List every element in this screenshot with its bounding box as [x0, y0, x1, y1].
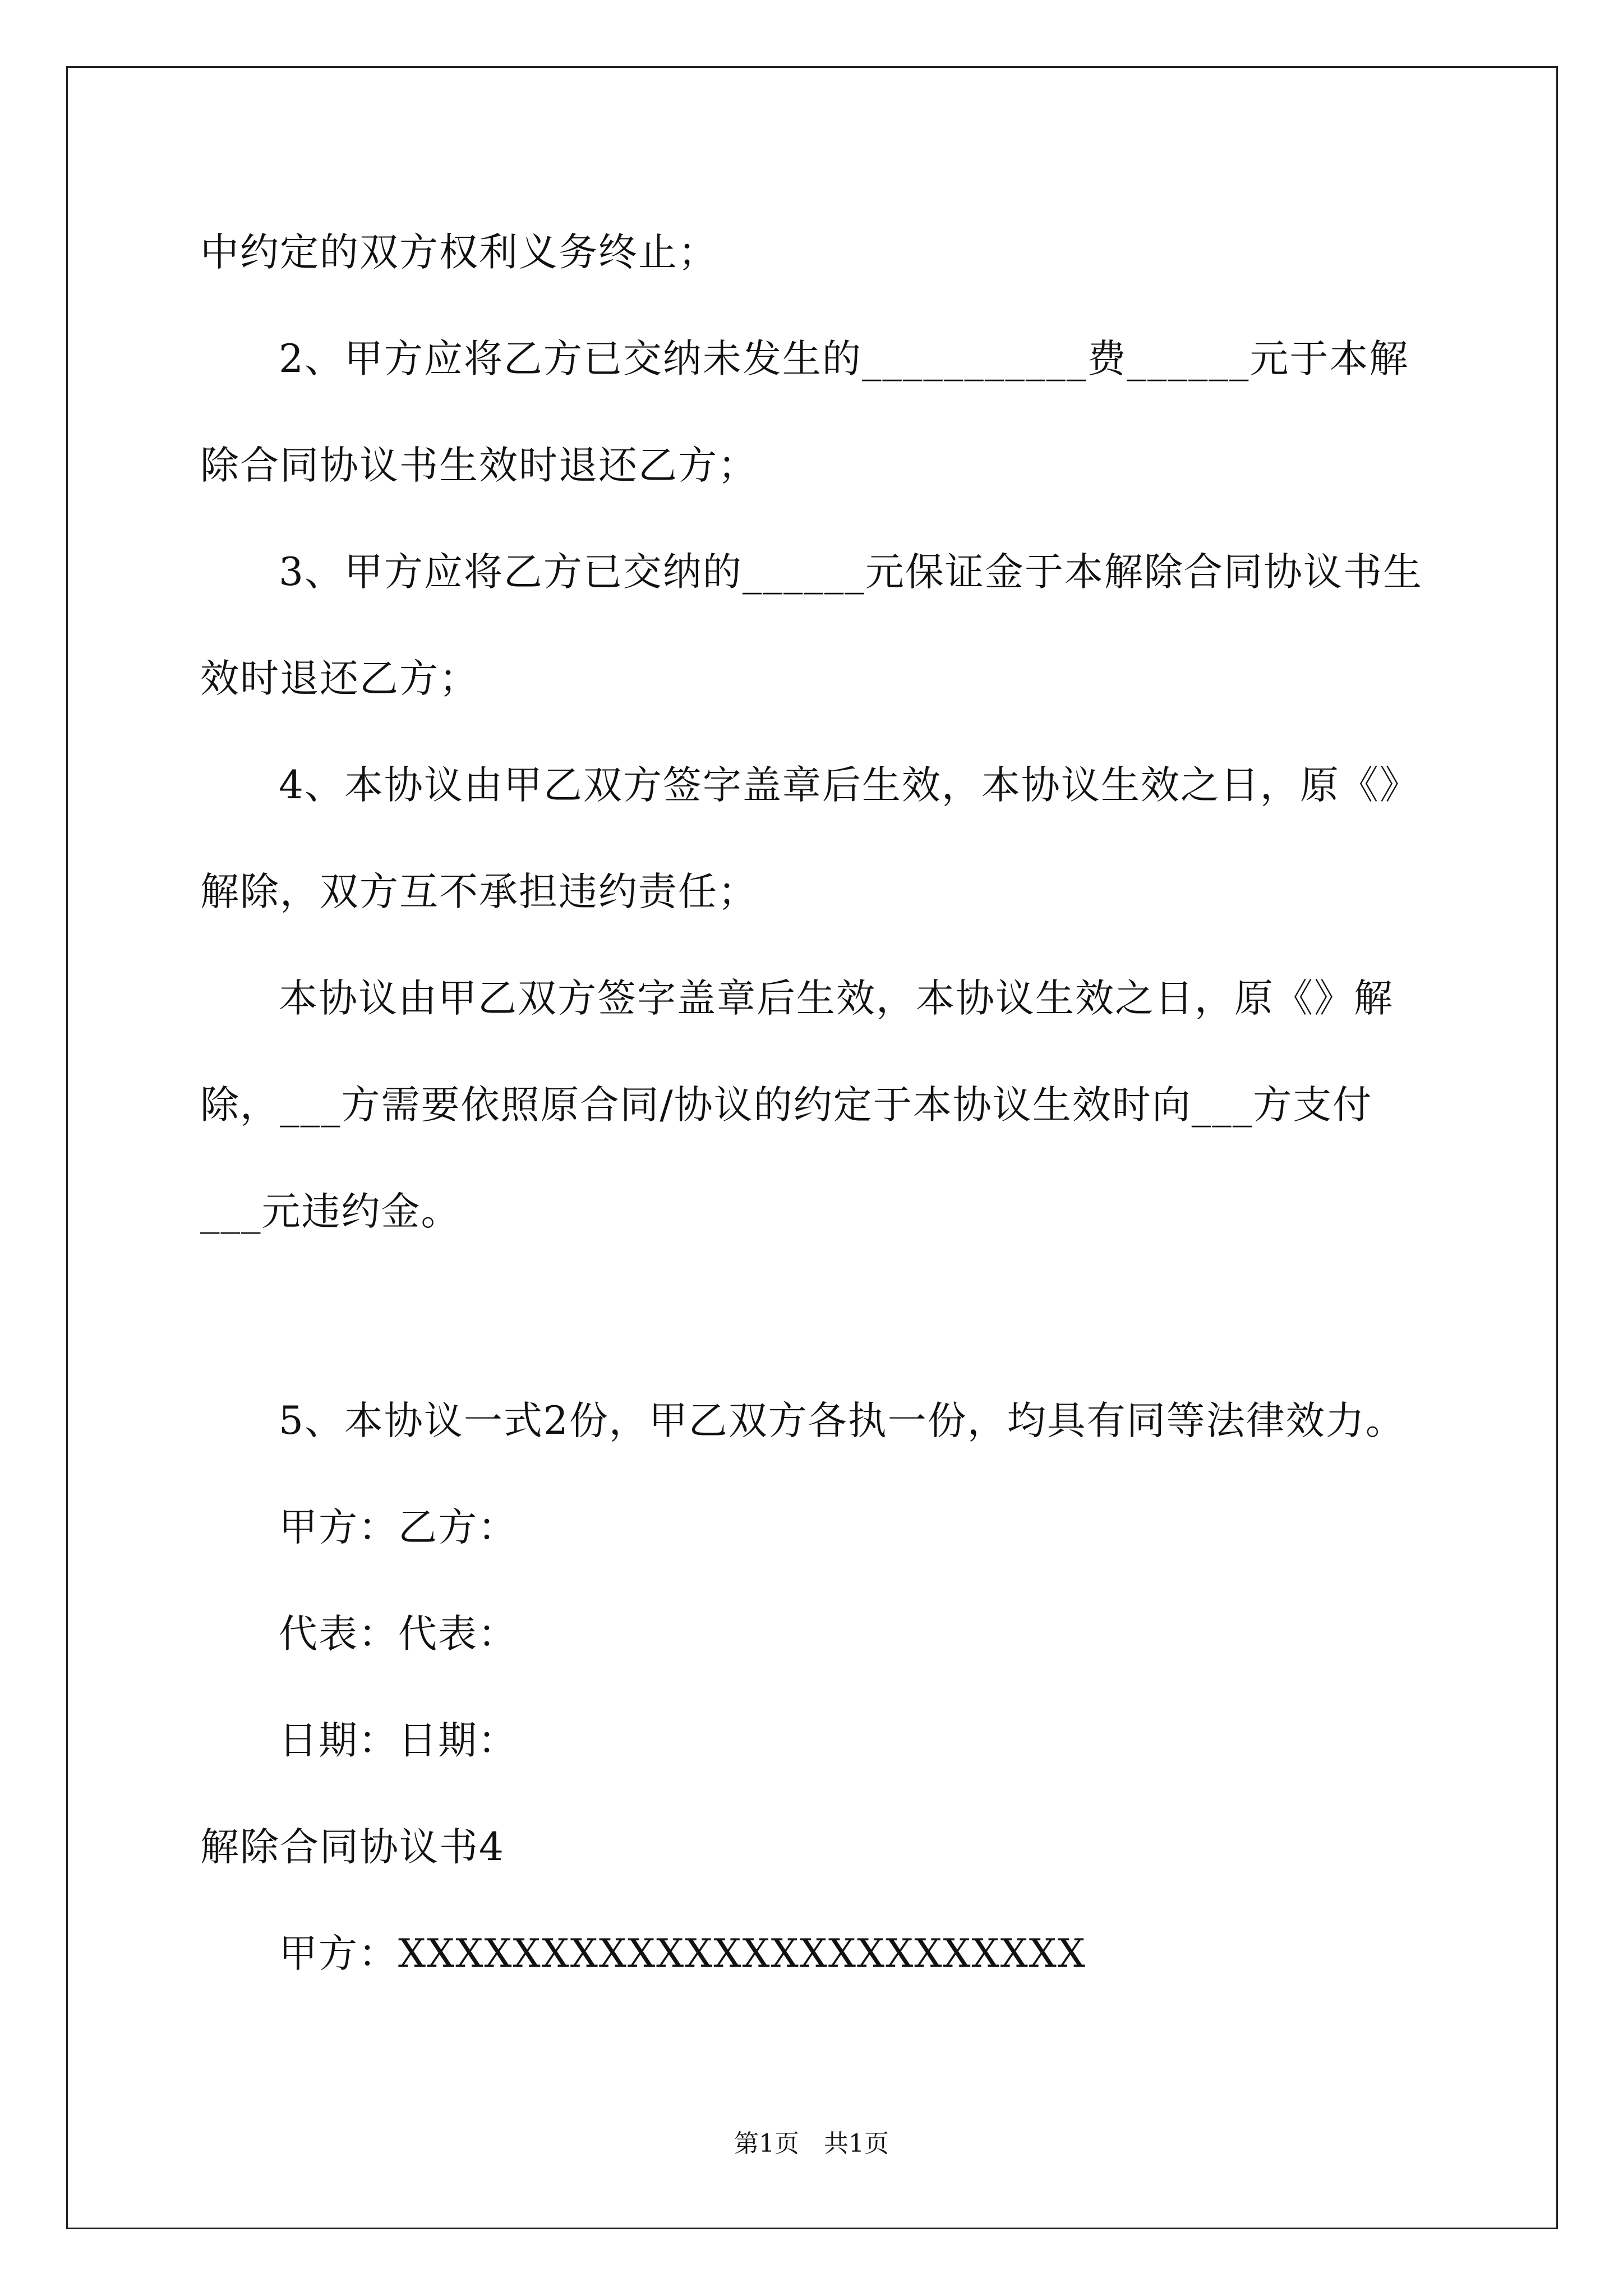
text-line-clause3-cont: 效时退还乙方； — [200, 656, 479, 701]
text-line-clause2: 2、甲方应将乙方已交纳未发生的___________费______元于本解 — [279, 337, 1409, 381]
page-border — [66, 66, 1558, 2229]
page-number-footer: 第1页 共1页 — [734, 2129, 889, 2158]
party-a-line: 甲方：XXXXXXXXXXXXXXXXXXXXXXXX — [279, 1931, 1086, 1976]
text-line-clause5: 5、本协议一式2份，甲乙双方各执一份，均具有同等法律效力。 — [279, 1398, 1405, 1443]
section-heading: 解除合同协议书4 — [200, 1825, 505, 1870]
text-line-clause3: 3、甲方应将乙方已交纳的______元保证金于本解除合同协议书生 — [279, 550, 1423, 595]
text-line-clause4: 4、本协议由甲乙双方签字盖章后生效，本协议生效之日，原《》 — [279, 763, 1419, 808]
signature-representative-line: 代表：代表： — [279, 1612, 518, 1657]
text-line-clause4-cont: 解除，双方互不承担违约责任； — [200, 869, 758, 914]
text-line-alt-clause-cont: 除，___方需要依照原合同/协议的约定于本协议生效时向___方支付 — [200, 1083, 1373, 1128]
text-line-clause1-end: 中约定的双方权利义务终止； — [200, 230, 718, 275]
text-line-clause2-cont: 除合同协议书生效时退还乙方； — [200, 443, 758, 488]
text-line-alt-clause: 本协议由甲乙双方签字盖章后生效，本协议生效之日，原《》解 — [279, 976, 1394, 1021]
signature-party-line: 甲方：乙方： — [279, 1505, 518, 1550]
signature-date-line: 日期：日期： — [279, 1718, 518, 1763]
text-line-alt-clause-end: ___元违约金。 — [200, 1189, 461, 1234]
